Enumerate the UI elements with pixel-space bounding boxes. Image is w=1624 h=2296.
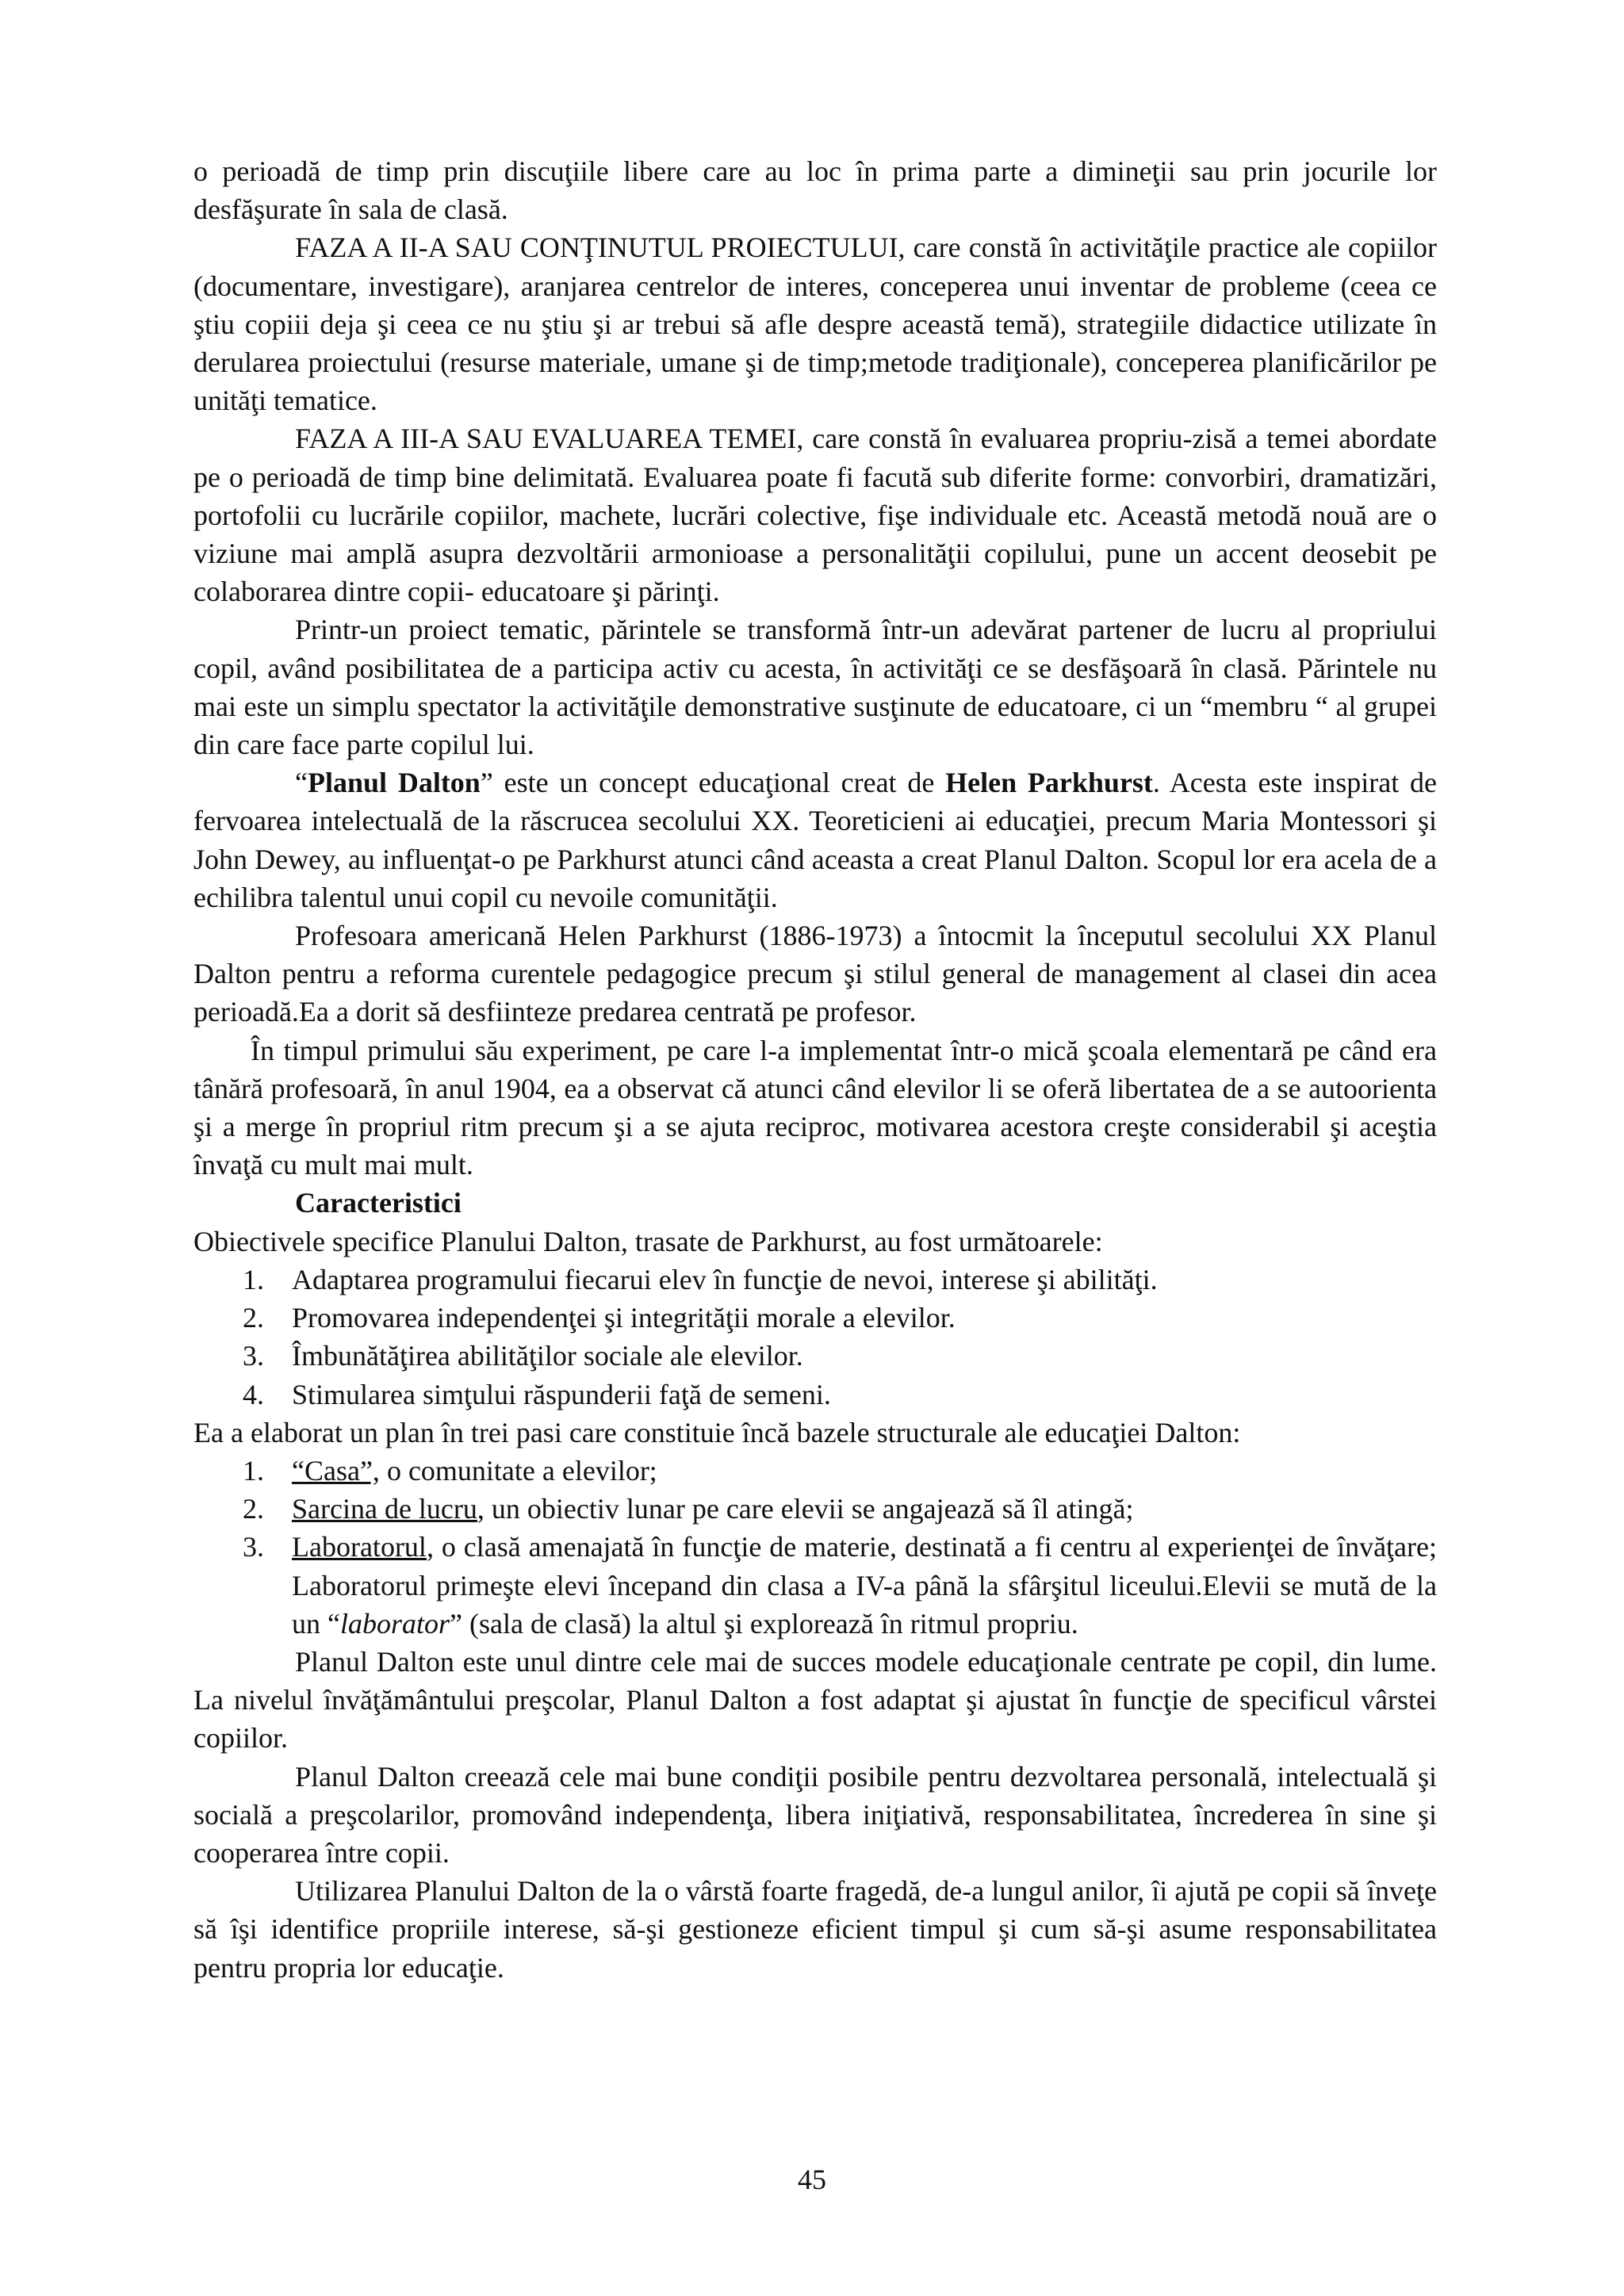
text-run: . Acesta este inspirat de fervoarea intelectuală de la răscrucea secolului XX. Teoreticieni ai educaţiei, precum Maria Montessori şi John Dewey, au influenţat-o pe Parkhurst atunci când aceasta a creat Planul Dalton. Scopul lor era acela de a echilibra talentul unui copil cu nevoile comunităţii.: [193, 767, 1437, 913]
list-text: , un obiectiv lunar pe care elevii se angajează să îl atingă;: [477, 1493, 1134, 1525]
text-run: ” este un concept educaţional creat de: [480, 767, 946, 799]
list-item: [193, 1528, 1437, 1643]
italic-term: laborator: [339, 1607, 450, 1640]
list-number: 2.: [243, 1493, 264, 1525]
list-item: [193, 1261, 1437, 1299]
page-body: [193, 152, 1437, 1987]
underlined-term: Laboratorul: [292, 1531, 427, 1563]
objectives-list: [193, 1261, 1437, 1414]
plan-steps-list: [193, 1452, 1437, 1643]
paragraph-continuation: o perioadă de timp prin discuţiile libere care au loc în prima parte a dimineţii sau prin jocurile lor desfăşurate în sala de clasă.: [193, 155, 1437, 226]
list-number: 3.: [243, 1531, 264, 1563]
list-item: [193, 1376, 1437, 1414]
underlined-term: Sarcina de lucru: [292, 1493, 477, 1525]
page-number: 45: [798, 2164, 826, 2195]
list-text: Îmbunătăţirea abilităţilor sociale ale elevilor.: [292, 1340, 803, 1372]
paragraph-early-use: Utilizarea Planului Dalton de la o vârstă foarte fragedă, de-a lungul anilor, îi ajută pe copii să înveţe să îşi identifice propriile interese, să-şi gestioneze eficient timpul şi cum să-şi asume responsabilitatea pentru propria lor educaţie.: [193, 1875, 1437, 1984]
paragraph-dalton-plan: [193, 763, 1437, 916]
section-heading: Caracteristici: [295, 1187, 462, 1219]
paragraph-best-conditions: Planul Dalton creează cele mai bune condiţii posibile pentru dezvoltarea personală, intelectuală şi socială a preşcolarilor, promovând independenţa, libera iniţiativă, responsabilitatea, încrederea în sine şi cooperarea între copii.: [193, 1760, 1437, 1869]
list-item: [193, 1299, 1437, 1337]
list-text: Promovarea independenţei şi integrităţii morale a elevilor.: [292, 1302, 956, 1334]
list-item: [193, 1452, 1437, 1490]
list-text: Adaptarea programului fiecarui elev în funcţie de nevoi, interese şi abilităţi.: [292, 1263, 1158, 1295]
list-number: 3.: [243, 1340, 264, 1372]
paragraph-phase-two: FAZA A II-A SAU CONŢINUTUL PROIECTULUI, care constă în activităţile practice ale copiilor (documentare, investigare), aranjarea centrelor de interes, conceperea unui inventar de probleme (ceea ce ştiu copiii deja şi ceea ce nu ştiu şi ar trebui să afle despre această temă), strategiile didactice utilizate în derularea proiectului (resurse materiale, umane şi de timp;metode tradiţionale), conceperea planificărilor pe unităţi tematice.: [193, 232, 1437, 417]
paragraph-first-experiment: În timpul primului său experiment, pe care l-a implementat într-o mică şcoala elementară pe când era tânără profesoară, în anul 1904, ea a observat că atunci când elevilor li se oferă libertatea de a se autoorienta şi a merge în propriul ritm precum şi a se ajuta reciproc, motivarea acestora creşte considerabil şi aceştia învaţă cu mult mai mult.: [193, 1034, 1437, 1181]
list-item: [193, 1490, 1437, 1528]
list-text: Stimularea simţului răspunderii faţă de semeni.: [292, 1378, 831, 1410]
list-text: , o clasă amenajată în funcţie de materie, destinată a fi centru al experienţei de învăţare; Laboratorul primeşte elevi începand din clasa a IV-a până la sfârşitul liceului.Elevii se mută de la un “: [292, 1531, 1437, 1640]
bold-term-dalton: Planul Dalton: [307, 767, 481, 799]
list-number: 4.: [243, 1378, 264, 1410]
plan-intro: Ea a elaborat un plan în trei pasi care constituie încă bazele structurale ale educaţiei Dalton:: [193, 1416, 1241, 1448]
list-number: 2.: [243, 1302, 264, 1334]
objectives-intro: Obiectivele specifice Planului Dalton, trasate de Parkhurst, au fost următoarele:: [193, 1225, 1103, 1257]
list-text: o comunitate a elevilor;: [379, 1454, 657, 1487]
list-item: [193, 1337, 1437, 1375]
paragraph-parent-partner: Printr-un proiect tematic, părintele se transformă într-un adevărat partener de lucru al propriului copil, având posibilitatea de a participa activ cu acesta, în activităţi ce se desfăşoară în clasă. Părintele nu mai este un simplu spectator la activităţile demonstrative susţinute de educatoare, ci un “membru “ al grupei din care face parte copilul lui.: [193, 614, 1437, 761]
bold-term-parkhurst: Helen Parkhurst: [945, 767, 1153, 799]
list-number: 1.: [243, 1263, 264, 1295]
list-number: 1.: [243, 1454, 264, 1487]
paragraph-parkhurst-bio: Profesoara americană Helen Parkhurst (1886-1973) a întocmit la începutul secolului XX Planul Dalton pentru a reforma curentele pedagogice precum şi stilul general de management al clasei din acea perioadă.Ea a dorit să desfiinteze predarea centrată pe profesor.: [193, 920, 1437, 1028]
list-text: ” (sala de clasă) la altul şi explorează în ritmul propriu.: [450, 1607, 1078, 1640]
quote-open: “: [295, 767, 308, 799]
paragraph-success-model: Planul Dalton este unul dintre cele mai de succes modele educaţionale centrate pe copil, din lume. La nivelul învăţământului preşcolar, Planul Dalton a fost adaptat şi ajustat în funcţie de specificul vârstei copiilor.: [193, 1645, 1437, 1755]
paragraph-phase-three: FAZA A III-A SAU EVALUAREA TEMEI, care constă în evaluarea propriu-zisă a temei abordate pe o perioadă de timp bine delimitată. Evaluarea poate fi facută sub diferite forme: convorbiri, dramatizări, portofolii cu lucrările copiilor, machete, lucrări colective, fişe individuale etc. Această metodă nouă are o viziune mai amplă asupra dezvoltării armonioase a personalităţii copilului, pune un accent deosebit pe colaborarea dintre copii- educatoare şi părinţi.: [193, 423, 1437, 608]
underlined-term: “Casa”,: [292, 1454, 380, 1487]
